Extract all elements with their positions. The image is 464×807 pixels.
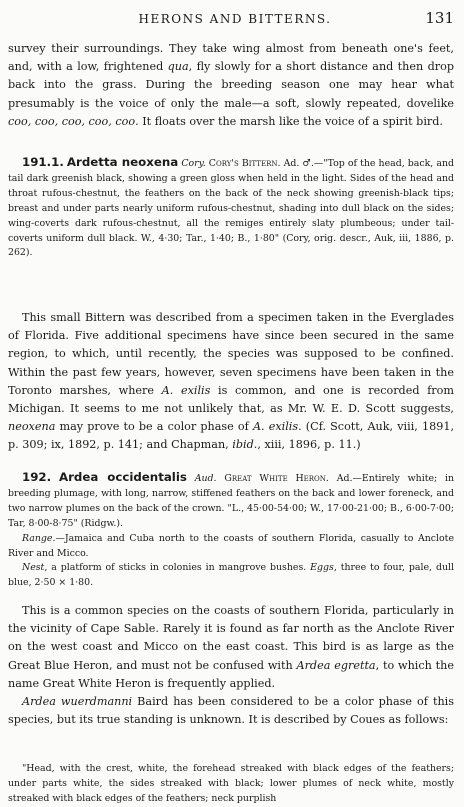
coo-call: coo, coo, coo, coo, coo [8, 114, 136, 128]
species-number: 191.1. [22, 155, 64, 169]
species-192-discussion: This is a common species on the coasts of southern Florida, particularly in the vicinity of Cape Sable. Rarely it is found as far north as the Anclote River on the west coast and Micco on the east coast. This bird is as large as the Great Blue Heron, and must not be confused with Ardea egretta, to which the name Great White Heron is frequently applied. Ardea wuerdmanni Baird has been considered to be a color phase of this species, but its true standing is unknown. It is described by Coues as follows: [8, 604, 454, 727]
species-author: Cory. [181, 158, 206, 169]
running-header [0, 9, 464, 27]
species-192-description: 192. Ardea occidentalis Aud. Great White Heron. Ad.—Entirely white; in breeding plumage, with long, narrow, stiffened feathers on the back and lower foreneck, and two narrow plumes on the back of the crown. "L., 45·00-54·00; W., 17·00-21·00; B., 6·00-7·00; Tar, 8·00-8·75" (Ridgw.). [8, 470, 455, 529]
nest-note: Nest, a platform of sticks in colonies in mangrove bushes. Eggs, three to four, pale, dull blue, 2·50 × 1·80. [8, 562, 454, 589]
page-number: 131 [425, 9, 454, 27]
species-entry-192 [8, 470, 454, 591]
species-name: Ardetta neoxena [66, 155, 179, 169]
running-title: HERONS AND BITTERNS. [138, 12, 332, 26]
species-191-description: 191.1. Ardetta neoxena Cory. Cory's Bittern. Ad. ♂.—"Top of the head, back, and tail dark greenish black, showing a green gloss when held in the light. Sides of the head and throat rufous-chestnut, the feathers on the back of the neck showing greenish-black tips; breast and under parts nearly uniform rufous-chestnut, shading into dull black on the sides; wing-coverts dark rufous-chestnut, all the remiges entirely slaty plumbeous; under tail-coverts uniform dull black. W., 4·30; Tar., 1·40; B., 1·80" (Cory, orig. descr., Auk, iii, 1886, p. 262). [8, 155, 455, 259]
range-note: Range.—Jamaica and Cuba north to the coasts of southern Florida, casually to Anclote River and Micco. [8, 532, 454, 559]
common-name: Great White Heron. [224, 473, 329, 484]
species-entry-191 [8, 155, 454, 261]
common-name: Cory's Bittern. [208, 158, 281, 169]
intro-paragraph: survey their surroundings. They take wing almost from beneath one's feet, and, with a low, frightened qua, fly slowly for a short distance and then drop back into the grass. During the breeding season one may hear what presumably is the voice of only the male—a soft, slowly repeated, dovelike coo, coo, coo, coo, coo. It floats over the marsh like the voice of a spirit bird. [8, 42, 454, 128]
species-name: Ardea occidentalis [58, 470, 187, 484]
species-author: Aud. [194, 473, 217, 484]
qua-call: qua [167, 60, 189, 74]
coues-quote: "Head, with the crest, white, the forehead streaked with black edges of the feathers; under parts white, the sides streaked with black; lower plumes of neck white, mostly streaked with black edges of the feathers; neck purplish [8, 763, 454, 804]
species-number: 192. [22, 470, 52, 484]
species-191-discussion: This small Bittern was described from a specimen taken in the Everglades of Florida. Five additional specimens have since been secured in the same region, to which, until recently, the species was supposed to be confined. Within the past few years, however, seven specimens have been taken in the Toronto marshes, where A. exilis is common, and one is recorded from Michigan. It seems to me not unlikely that, as Mr. W. E. D. Scott suggests, neoxena may prove to be a color phase of A. exilis. (Cf. Scott, Auk, viii, 1891, p. 309; ix, 1892, p. 141; and Chapman, ibid., xiii, 1896, p. 11.) [8, 311, 454, 452]
